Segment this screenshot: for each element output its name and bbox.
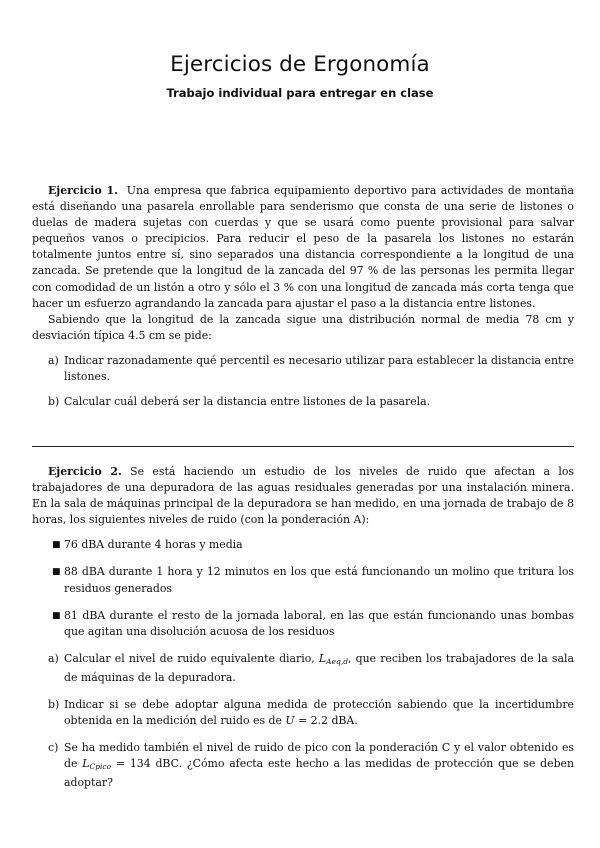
exercise-1-items: [32, 353, 574, 410]
bullet-icon: ■: [52, 567, 61, 578]
bullet-icon: ■: [52, 540, 61, 551]
item-marker: b): [48, 698, 60, 712]
item-marker: c): [48, 741, 59, 755]
item-text: Indicar razonadamente qué percentil es necesario utilizar para establecer la distancia entre listones.: [64, 353, 574, 384]
exercise-2-items: [32, 651, 574, 792]
exercise-2-label: Ejercicio 2.: [48, 465, 122, 478]
noise-level-item: [32, 537, 574, 553]
document-subtitle: Trabajo individual para entregar en clase: [166, 86, 434, 100]
exercise-2-item-c: [32, 740, 574, 791]
item-text-cont: , que reciben los trabajadores de la sala de máquinas de la depuradora.: [64, 651, 574, 684]
noise-level-item: [32, 564, 574, 596]
math-subscript: Cpico: [89, 762, 112, 772]
exercise-2-item-b: [32, 697, 574, 729]
noise-level-text: 76 dBA durante 4 horas y media: [64, 538, 243, 552]
exercise-1-label: Ejercicio 1.: [48, 184, 118, 197]
item-marker: a): [48, 353, 59, 367]
item-text: Indicar si se debe adoptar alguna medida de protección sabiendo que la incertidumbre obtenida en la medición del ruido es de: [64, 698, 574, 728]
math-subscript: Aeq,d: [326, 656, 348, 666]
item-text-cont: = 2.2 dBA.: [298, 714, 358, 728]
exercise-1-item-a: [32, 353, 574, 385]
item-text: Calcular cuál deberá ser la distancia entre listones de la pasarela.: [64, 395, 431, 409]
exercise-1-question: Sabiendo que la longitud de la zancada sigue una distribución normal de media 78 cm y desviación típica 4.5 cm se pide:: [32, 312, 574, 342]
noise-level-text: 81 dBA durante el resto de la jornada laboral, en las que están funcionando unas bombas que agitan una disolución acuosa de los residuos: [64, 608, 574, 638]
exercise-2: [32, 464, 574, 792]
exercise-1-statement: [32, 183, 574, 312]
item-text: Calcular el nivel de ruido equivalente diario,: [64, 651, 315, 665]
exercise-1-item-b: [32, 394, 574, 410]
noise-level-item: [32, 608, 574, 640]
bullet-icon: ■: [52, 610, 61, 621]
exercise-1-text: Una empresa que fabrica equipamiento deportivo para actividades de montaña está diseñando una pasarela enrollable para senderismo que consta de una serie de listones o duelas de madera sujetas con cuerdas y que se usará como puente provisional para salvar pequeños vanos o precipicios. Para reducir el peso de la pasarela los listones no estarán totalmente juntos entre sí, sino separados una distancia correspondiente a la longitud de una zancada. Se pretende que la longitud de la zancada del 97 % de las personas les permita llegar con comodidad de un listón a otro y sólo el 3 % con una longitud de zancada más corta tenga que hacer un esfuerzo agrandando la zancada para ajustar el paso a la distancia entre listones.: [32, 184, 574, 310]
math-variable: U: [285, 714, 295, 728]
math-variable: L: [318, 651, 327, 665]
item-text-cont: = 134 dBC. ¿Cómo afecta este hecho a las medidas de protección que se deben adoptar?: [64, 757, 575, 790]
item-marker: b): [48, 395, 60, 409]
document-title: Ejercicios de Ergonomía: [170, 52, 430, 77]
exercise-2-text: Se está haciendo un estudio de los niveles de ruido que afectan a los trabajadores de una depuradora de las aguas residuales generadas por una instalación minera. En la sala de máquinas principal de la depuradora se han medido, en una jornada de trabajo de 8 horas, los siguientes niveles de ruido (con la ponderación A):: [32, 465, 575, 527]
item-marker: a): [48, 651, 59, 665]
noise-levels-list: [32, 537, 574, 639]
item-text: Se ha medido también el nivel de ruido de pico con la ponderación C y el valor obtenido es de: [64, 741, 574, 771]
noise-level-text: 88 dBA durante 1 hora y 12 minutos en los que está funcionando un molino que tritura los residuos generados: [64, 565, 574, 595]
exercise-2-item-a: [32, 651, 574, 686]
separator-rule: [32, 446, 574, 447]
math-variable: L: [82, 757, 90, 771]
exercise-1: [32, 183, 574, 410]
exercise-2-statement: [32, 464, 574, 528]
